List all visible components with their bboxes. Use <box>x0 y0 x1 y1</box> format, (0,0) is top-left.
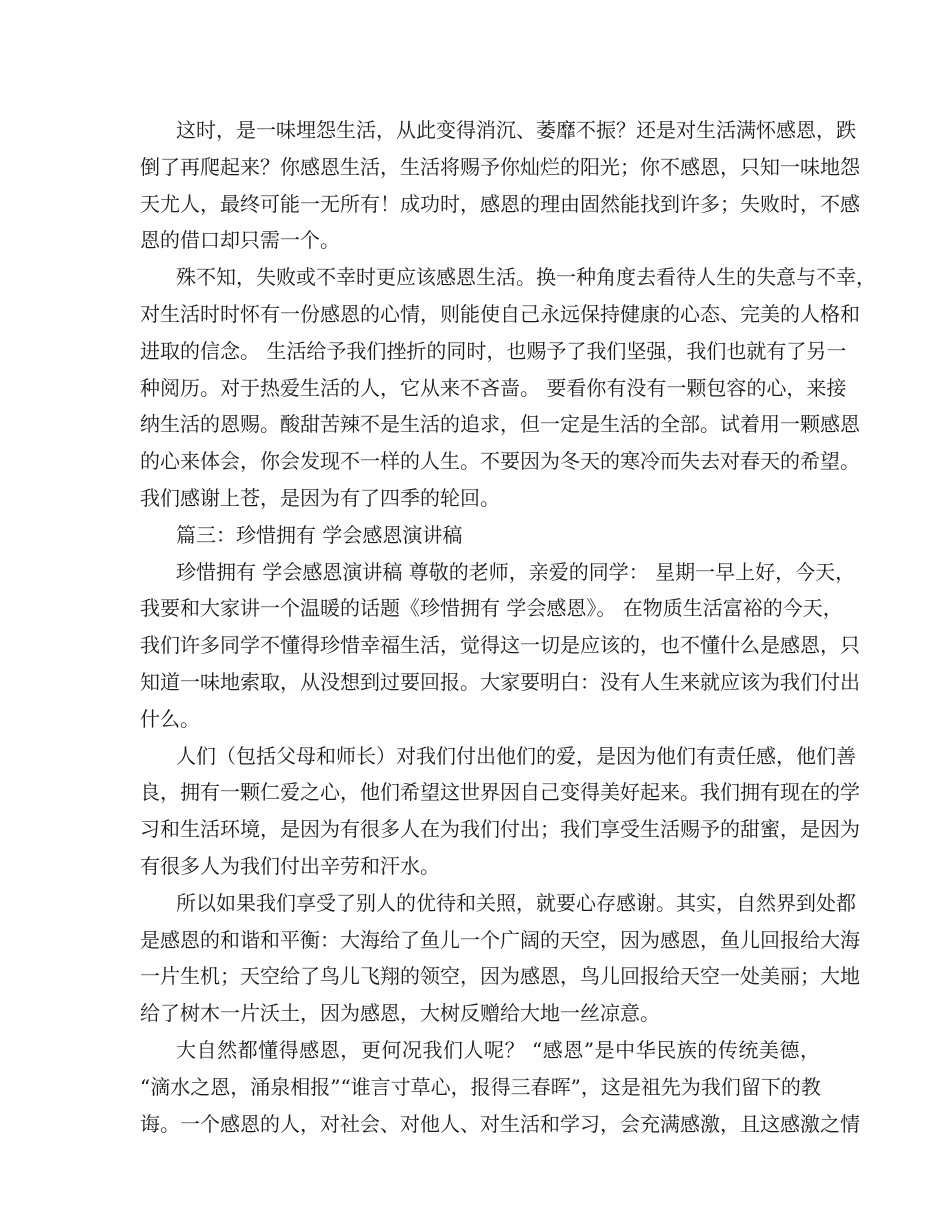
text-line: 进取的信念。 生活给予我们挫折的同时，也赐予了我们坚强，我们也就有了另一 <box>140 338 847 363</box>
text-line: 倒了再爬起来？你感恩生活，生活将赐予你灿烂的阳光；你不感恩，只知一味地怨 <box>140 154 860 179</box>
text-line: 的心来体会，你会发现不一样的人生。不要因为冬天的寒冷而失去对春天的希望。 <box>140 449 860 474</box>
text-line: 恩的借口却只需一个。 <box>140 228 340 253</box>
text-line: 种阅历。对于热爱生活的人，它从来不吝啬。 要看你有没有一颗包容的心，来接 <box>140 375 847 400</box>
text-line: 习和生活环境，是因为有很多人在为我们付出；我们享受生活赐予的甜蜜，是因为 <box>140 817 860 842</box>
text-line: 什么。 <box>140 706 200 731</box>
text-line: 大自然都懂得感恩，更何况我们人呢？ “感恩”是中华民族的传统美德， <box>176 1037 820 1062</box>
text-line: 知道一味地索取，从没想到过要回报。大家要明白：没有人生来就应该为我们付出 <box>140 669 860 694</box>
text-line: 我要和大家讲一个温暖的话题《珍惜拥有 学会感恩》。 在物质生活富裕的今天， <box>140 596 843 621</box>
text-line: 对生活时时怀有一份感恩的心情，则能使自己永远保持健康的心态、完美的人格和 <box>140 301 860 326</box>
text-line: 诲。一个感恩的人，对社会、对他人、对生活和学习，会充满感激，且这感激之情 <box>140 1111 860 1136</box>
text-line: 珍惜拥有 学会感恩演讲稿 尊敬的老师，亲爱的同学： 星期一早上好，今天， <box>176 559 856 584</box>
text-line: 一片生机；天空给了鸟儿飞翔的领空，因为感恩，鸟儿回报给天空一处美丽；大地 <box>140 964 860 989</box>
text-line: 给了树木一片沃土，因为感恩，大树反赠给大地一丝凉意。 <box>140 1001 660 1026</box>
text-line: 是感恩的和谐和平衡：大海给了鱼儿一个广阔的天空，因为感恩，鱼儿回报给大海 <box>140 927 860 952</box>
body-text <box>140 112 876 1142</box>
text-line: 我们许多同学不懂得珍惜幸福生活，觉得这一切是应该的，也不懂什么是感恩，只 <box>140 633 860 658</box>
text-line: 天尤人，最终可能一无所有！成功时，感恩的理由固然能找到许多；失败时，不感 <box>140 191 860 216</box>
text-line: 这时，是一味埋怨生活，从此变得消沉、萎靡不振？还是对生活满怀感恩，跌 <box>176 118 856 142</box>
text-line: 我们感谢上苍，是因为有了四季的轮回。 <box>140 485 500 510</box>
text-line: 殊不知，失败或不幸时更应该感恩生活。换一种角度去看待人生的失意与不幸， <box>176 265 876 290</box>
text-line: 人们（包括父母和师长）对我们付出他们的爱，是因为他们有责任感，他们善 <box>176 743 856 768</box>
text-line: 纳生活的恩赐。酸甜苦辣不是生活的追求，但一定是生活的全部。试着用一颗感恩 <box>140 412 860 437</box>
text-line: 所以如果我们享受了别人的优待和关照，就要心存感谢。其实，自然界到处都 <box>176 890 856 915</box>
text-line: “滴水之恩，涌泉相报”“谁言寸草心，报得三春晖”，这是祖先为我们留下的教 <box>140 1074 821 1099</box>
text-line: 有很多人为我们付出辛劳和汗水。 <box>140 853 440 878</box>
text-line: 篇三：珍惜拥有 学会感恩演讲稿 <box>176 522 463 547</box>
text-line: 良，拥有一颗仁爱之心，他们希望这世界因自己变得美好起来。我们拥有现在的学 <box>140 780 860 805</box>
